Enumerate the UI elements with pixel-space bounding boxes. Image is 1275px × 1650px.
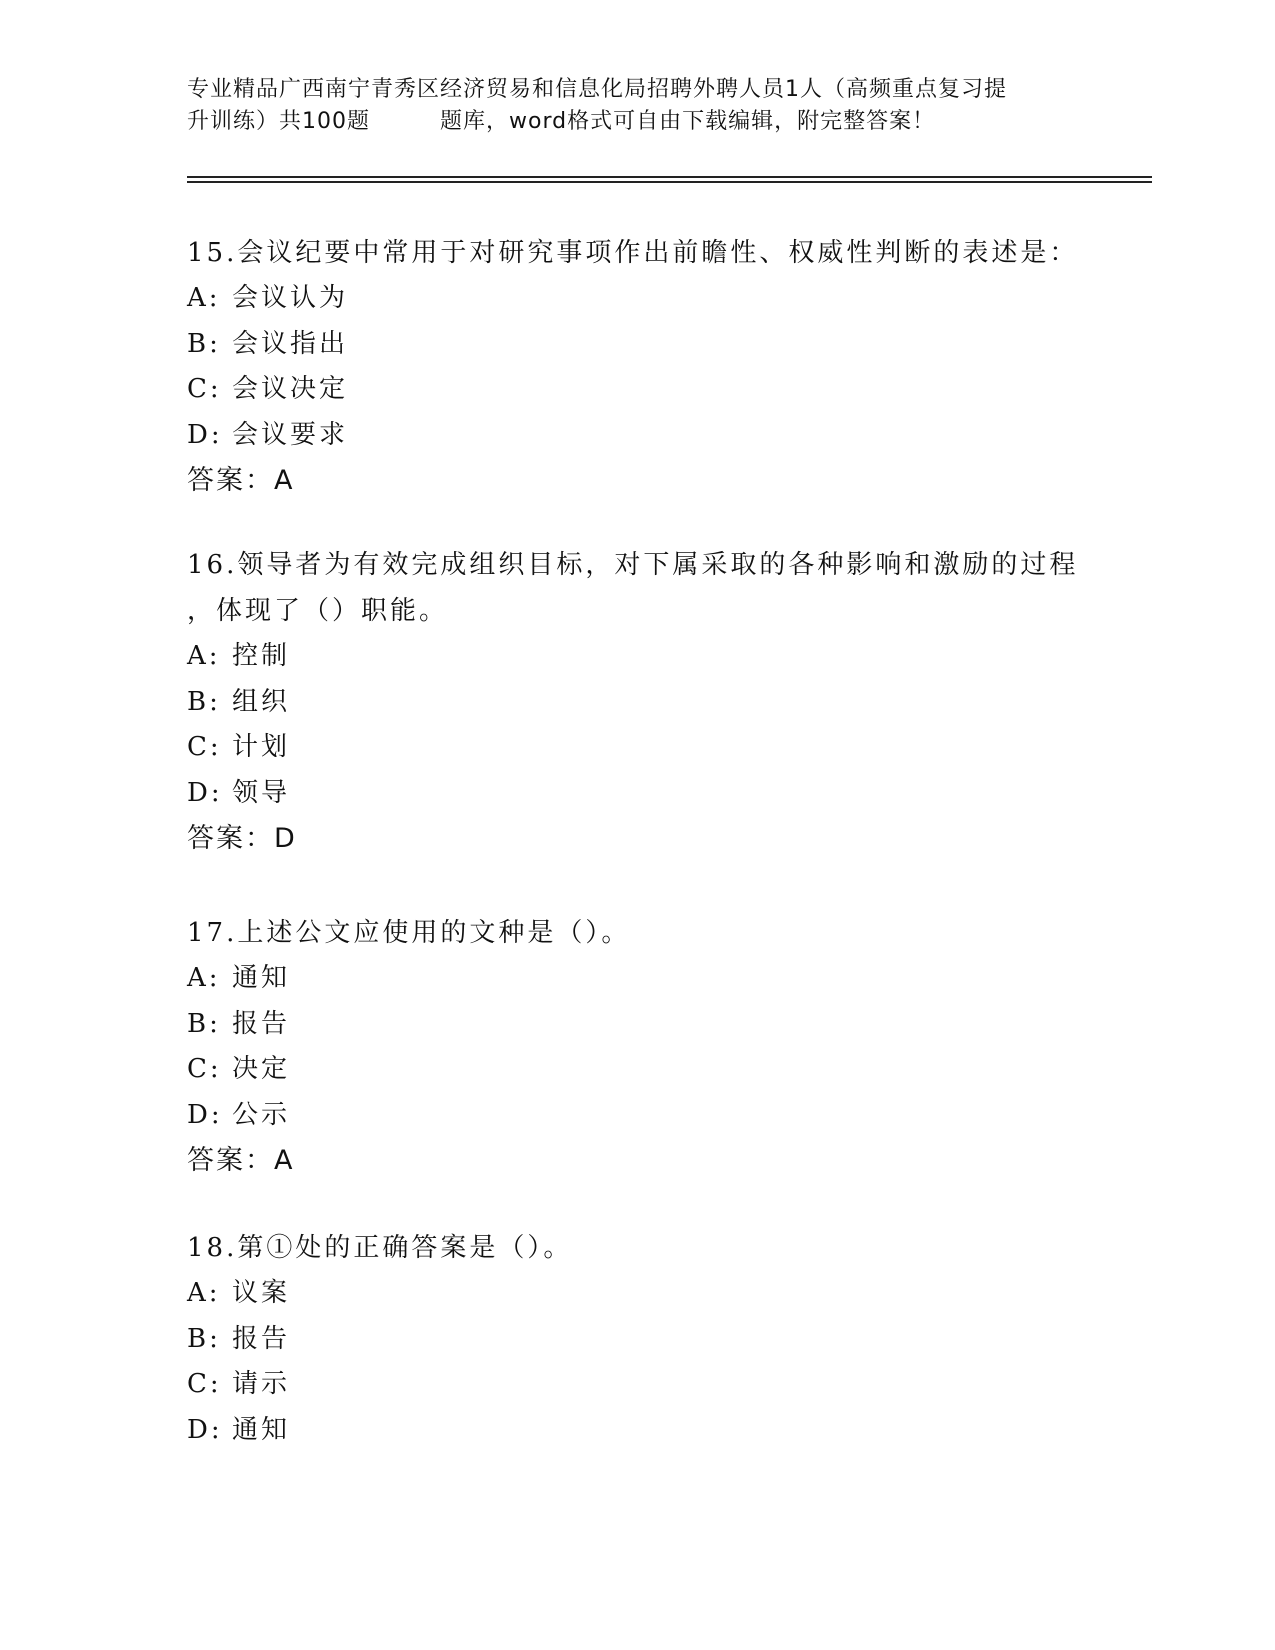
option-a	[187, 956, 1087, 1002]
option-key: B:	[187, 1323, 221, 1354]
option-a	[187, 1271, 1087, 1317]
option-key: A:	[187, 641, 221, 671]
option-c	[187, 725, 1087, 771]
option-text: 会议指出	[232, 328, 349, 359]
question-title: 18.第①处的正确答案是（）。	[187, 1233, 573, 1263]
question-16	[187, 542, 1087, 862]
option-b	[187, 1002, 1087, 1048]
header-line-1: 专业精品广西南宁青秀区经济贸易和信息化局招聘外聘人员1人（高频重点复习提	[187, 77, 1007, 102]
document-header	[187, 74, 1087, 138]
header-line-2	[187, 106, 1087, 138]
option-key: C:	[187, 374, 222, 404]
option-text: 通知	[232, 1414, 291, 1445]
option-d	[187, 413, 1087, 459]
option-text: 会议决定	[232, 374, 349, 404]
header-divider-top	[187, 176, 1152, 178]
header-line-2-part-a: 升训练）共100题	[187, 109, 370, 134]
option-b	[187, 322, 1087, 368]
option-key: A:	[187, 963, 221, 993]
option-b	[187, 680, 1087, 726]
option-d	[187, 1093, 1087, 1139]
header-divider-bottom	[187, 181, 1152, 183]
option-c	[187, 1047, 1087, 1093]
option-key: C:	[187, 732, 222, 762]
option-text: 公示	[232, 1099, 291, 1130]
option-key: D:	[187, 777, 223, 808]
answer-line: 答案：D	[187, 823, 297, 854]
option-key: D:	[187, 1414, 223, 1445]
option-key: B:	[187, 328, 221, 359]
option-text: 领导	[232, 777, 291, 808]
question-17	[187, 910, 1087, 1184]
question-18	[187, 1225, 1087, 1453]
answer-line: 答案：A	[187, 1145, 295, 1176]
option-b	[187, 1317, 1087, 1363]
question-title-line-1: 16.领导者为有效完成组织目标，对下属采取的各种影响和激励的过程	[187, 550, 1079, 580]
option-text: 会议要求	[232, 419, 349, 450]
option-key: C:	[187, 1054, 222, 1084]
option-key: D:	[187, 1099, 223, 1130]
option-text: 会议认为	[232, 283, 349, 313]
option-a	[187, 276, 1087, 322]
option-key: A:	[187, 283, 221, 313]
option-text: 报告	[232, 1323, 291, 1354]
option-c	[187, 1362, 1087, 1408]
question-title: 17.上述公文应使用的文种是（）。	[187, 918, 631, 948]
option-text: 报告	[232, 1008, 291, 1039]
option-text: 决定	[232, 1054, 291, 1084]
option-key: D:	[187, 419, 223, 450]
option-key: B:	[187, 686, 221, 717]
option-text: 通知	[232, 963, 291, 993]
header-line-2-part-b: 题库，word格式可自由下载编辑，附完整答案！	[440, 109, 936, 134]
option-key: A:	[187, 1278, 221, 1308]
option-d	[187, 1408, 1087, 1454]
option-key: B:	[187, 1008, 221, 1039]
option-text: 控制	[232, 641, 291, 671]
option-text: 计划	[232, 732, 291, 762]
option-text: 组织	[232, 686, 291, 717]
question-15	[187, 230, 1087, 504]
question-title-line-2: ，体现了（）职能。	[187, 596, 449, 626]
option-text: 议案	[232, 1278, 291, 1308]
option-d	[187, 771, 1087, 817]
option-key: C:	[187, 1369, 222, 1399]
question-title: 15.会议纪要中常用于对研究事项作出前瞻性、权威性判断的表述是：	[187, 238, 1079, 268]
option-a	[187, 634, 1087, 680]
option-text: 请示	[232, 1369, 291, 1399]
option-c	[187, 367, 1087, 413]
answer-line: 答案：A	[187, 465, 295, 496]
